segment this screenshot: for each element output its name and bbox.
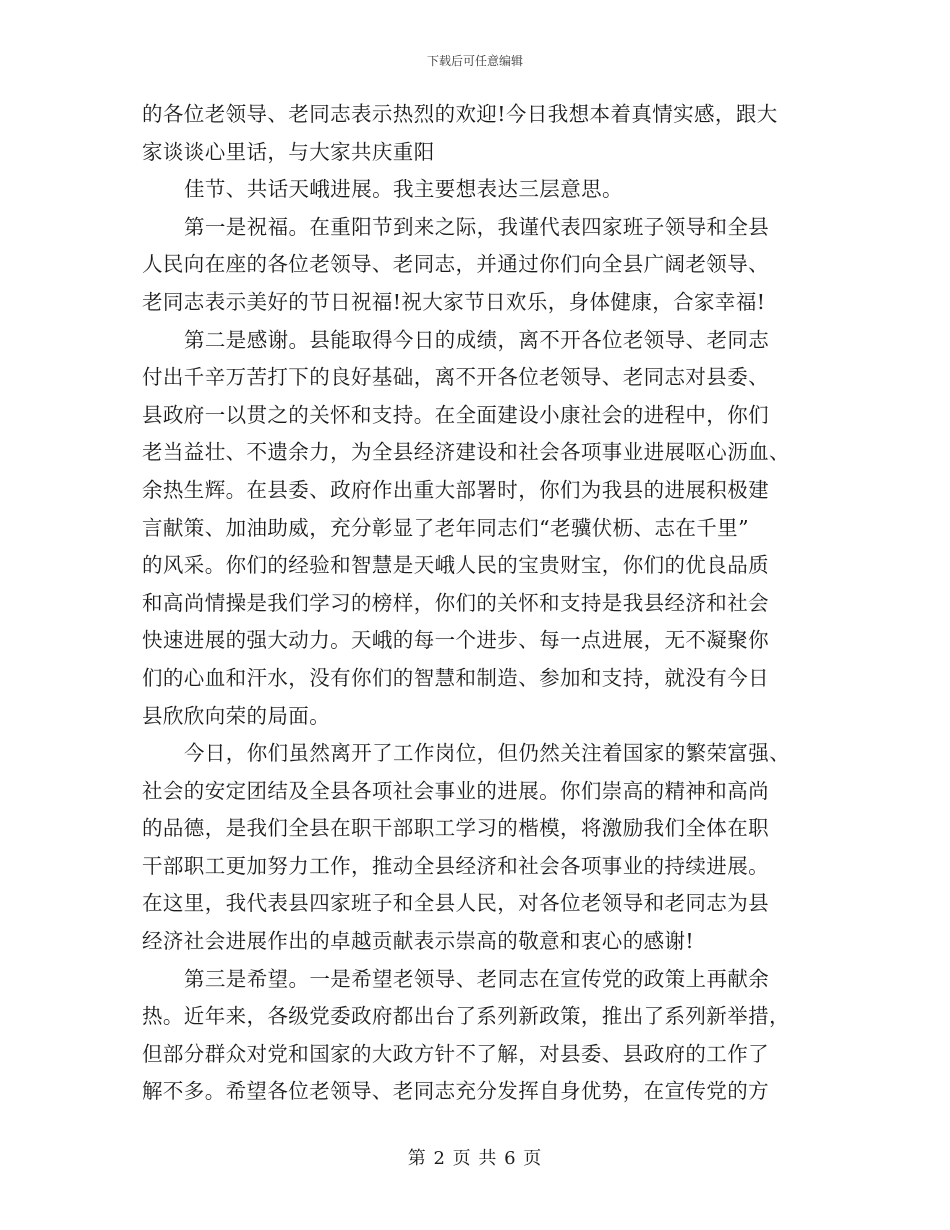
- text-line: 经济社会进展作出的卓越贡献表示崇高的敬意和衷心的感谢!: [142, 929, 695, 954]
- text-line: 社会的安定团结及全县各项社会事业的进展。你们崇高的精神和高尚: [142, 778, 769, 803]
- text-line: 的风采。你们的经验和智慧是天峨人民的宝贵财宝，你们的优良品质: [142, 553, 769, 578]
- text-line: 在这里，我代表县四家班子和全县人民，对各位老领导和老同志为县: [142, 891, 769, 916]
- document-body: [142, 96, 810, 1111]
- text-line: 但部分群众对党和国家的大政方针不了解，对县委、县政府的工作了: [142, 1041, 769, 1066]
- paragraph-first-line: 今日，你们虽然离开了工作岗位，但仍然关注着国家的繁荣富强、: [184, 741, 791, 766]
- text-line: 县欣欣向荣的局面。: [142, 703, 331, 728]
- text-line: 言献策、加油助威，充分彰显了老年同志们“老骥伏枥、志在千里”: [142, 515, 749, 540]
- paragraph-first-line: 第二是感谢。县能取得今日的成绩，离不开各位老领导、老同志: [184, 327, 770, 352]
- text-line: 县政府一以贯之的关怀和支持。在全面建设小康社会的进程中，你们: [142, 402, 769, 427]
- text-line: 老当益壮、不遗余力，为全县经济建设和社会各项事业进展呕心沥血、: [142, 440, 790, 465]
- paragraph-first-line: 第一是祝福。在重阳节到来之际，我谨代表四家班子领导和全县: [184, 214, 770, 239]
- page-number: 第 2 页 共 6 页: [407, 1148, 543, 1169]
- text-line: 和高尚情操是我们学习的榜样，你们的关怀和支持是我县经济和社会: [142, 590, 769, 615]
- text-line: 快速进展的强大动力。天峨的每一个进步、每一点进展，无不凝聚你: [142, 628, 769, 653]
- text-line: 干部职工更加努力工作，推动全县经济和社会各项事业的持续进展。: [142, 853, 769, 878]
- paragraph-first-line: 第三是希望。一是希望老领导、老同志在宣传党的政策上再献余: [184, 966, 770, 991]
- text-line: 解不多。希望各位老领导、老同志充分发挥自身优势，在宣传党的方: [142, 1079, 769, 1104]
- page-header: 下载后可任意编辑: [426, 54, 523, 68]
- text-line: 们的心血和汗水，没有你们的智慧和制造、参加和支持，就没有今日: [142, 665, 769, 690]
- text-line: 家谈谈心里话，与大家共庆重阳: [142, 139, 435, 164]
- text-line: 佳节、共话天峨进展。我主要想表达三层意思。: [184, 177, 623, 202]
- text-line: 的品德，是我们全县在职干部职工学习的楷模，将激励我们全体在职: [142, 816, 769, 841]
- text-line: 人民向在座的各位老领导、老同志，并通过你们向全县广阔老领导、: [142, 252, 769, 277]
- text-line: 付出千辛万苦打下的良好基础，离不开各位老领导、老同志对县委、: [142, 365, 769, 390]
- text-line: 老同志表示美好的节日祝福!祝大家节日欢乐，身体健康，合家幸福!: [142, 289, 766, 314]
- text-line: 热。近年来，各级党委政府都出台了系列新政策，推出了系列新举措，: [142, 1004, 790, 1029]
- text-line: 的各位老领导、老同志表示热烈的欢迎!今日我想本着真情实感，跟大: [142, 102, 778, 126]
- text-line: 余热生辉。在县委、政府作出重大部署时，你们为我县的进展积极建: [142, 477, 769, 502]
